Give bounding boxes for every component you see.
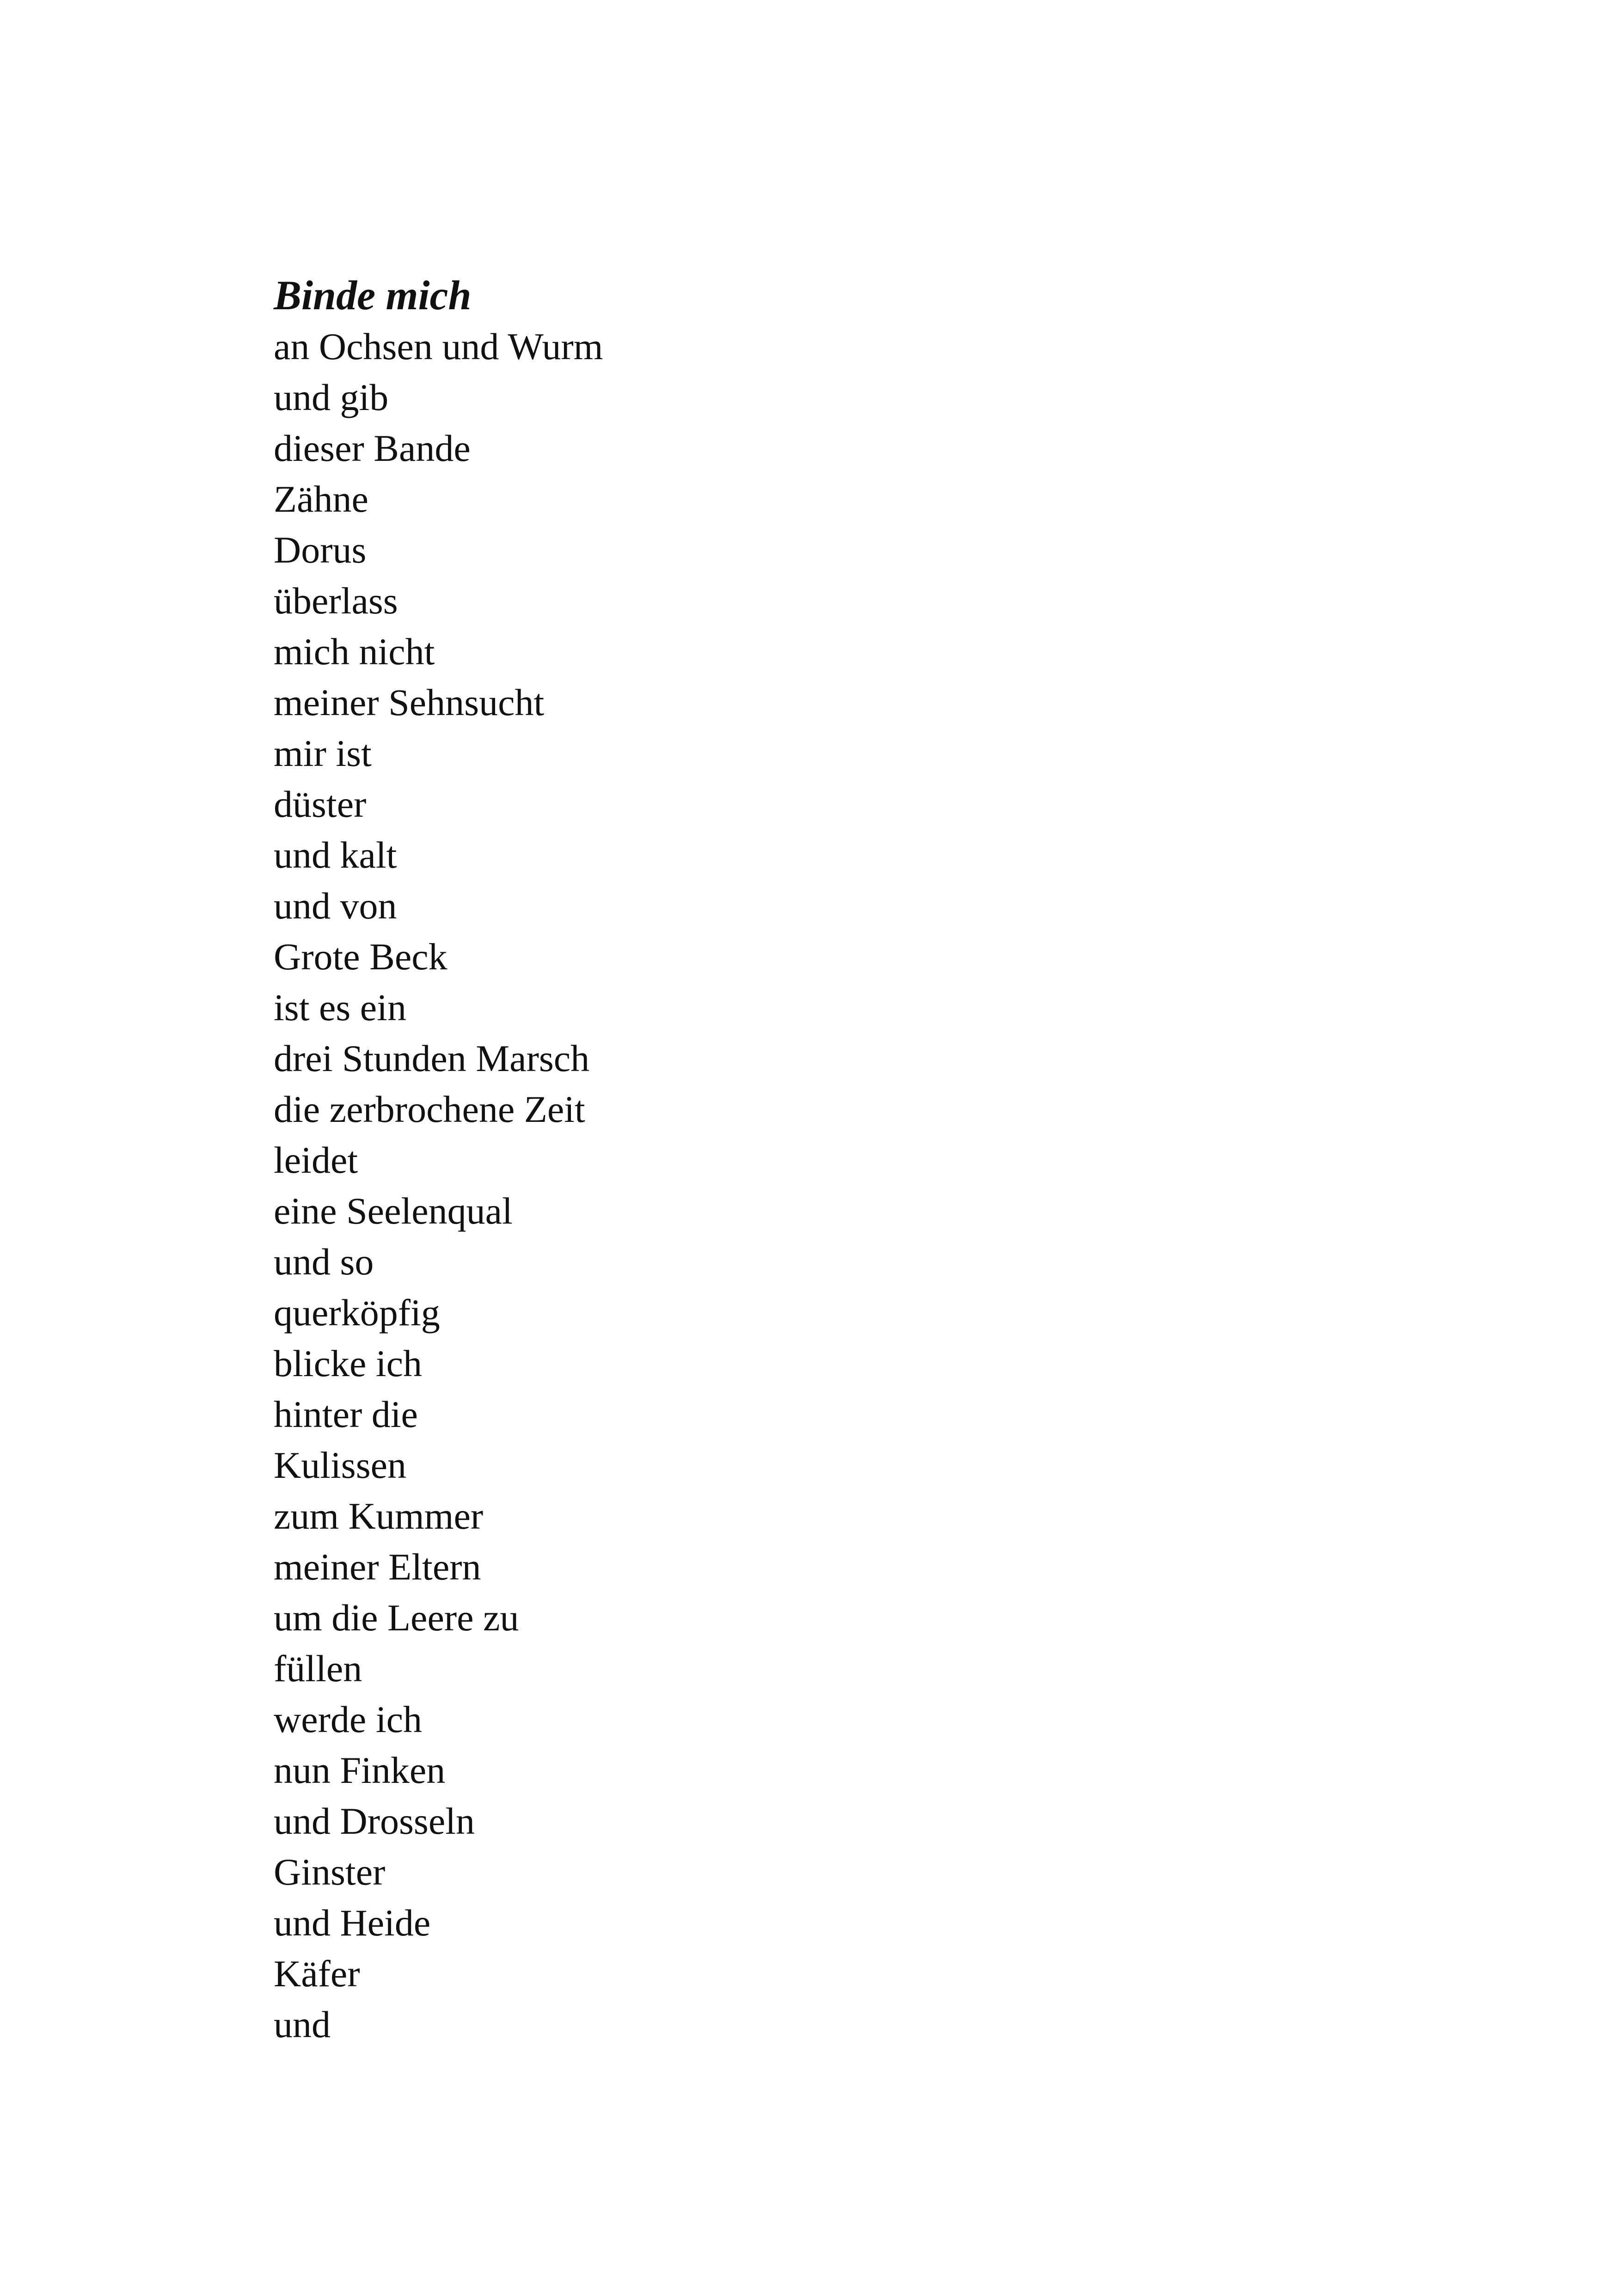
poem <box>274 270 1337 2050</box>
poem-line: zum Kummer <box>274 1495 484 1537</box>
poem-line: und so <box>274 1241 374 1283</box>
poem-line: düster <box>274 783 367 825</box>
poem-line: meiner Eltern <box>274 1546 481 1588</box>
poem-line: und kalt <box>274 834 397 876</box>
poem-line: Käfer <box>274 1953 360 1995</box>
poem-line: um die Leere zu <box>274 1597 519 1639</box>
poem-line: leidet <box>274 1139 358 1181</box>
poem-line: Ginster <box>274 1851 386 1893</box>
poem-line: Kulissen <box>274 1444 406 1486</box>
poem-line: querköpfig <box>274 1292 440 1334</box>
poem-line: ist es ein <box>274 986 406 1029</box>
poem-line: und Drosseln <box>274 1800 475 1842</box>
poem-line: blicke ich <box>274 1342 423 1384</box>
poem-title: Binde mich <box>274 273 472 318</box>
poem-line: und Heide <box>274 1902 431 1944</box>
poem-line: an Ochsen und Wurm <box>274 325 603 367</box>
poem-line: nun Finken <box>274 1749 446 1791</box>
poem-line: eine Seelenqual <box>274 1190 513 1232</box>
poem-line: werde ich <box>274 1698 422 1740</box>
poem-line: meiner Sehnsucht <box>274 681 545 723</box>
poem-line: Dorus <box>274 529 367 571</box>
poem-line: hinter die <box>274 1393 418 1435</box>
poem-line: die zerbrochene Zeit <box>274 1088 585 1130</box>
poem-line: Grote Beck <box>274 936 447 978</box>
poem-line: dieser Bande <box>274 427 471 469</box>
poem-line: Zähne <box>274 478 368 520</box>
poem-line: und von <box>274 885 397 927</box>
poem-line: mir ist <box>274 732 372 774</box>
poem-line: und <box>274 2003 331 2045</box>
poem-line: überlass <box>274 580 398 622</box>
poem-line: drei Stunden Marsch <box>274 1037 590 1079</box>
poem-line: und gib <box>274 376 389 418</box>
poem-line: füllen <box>274 1647 362 1690</box>
poem-line: mich nicht <box>274 631 435 673</box>
